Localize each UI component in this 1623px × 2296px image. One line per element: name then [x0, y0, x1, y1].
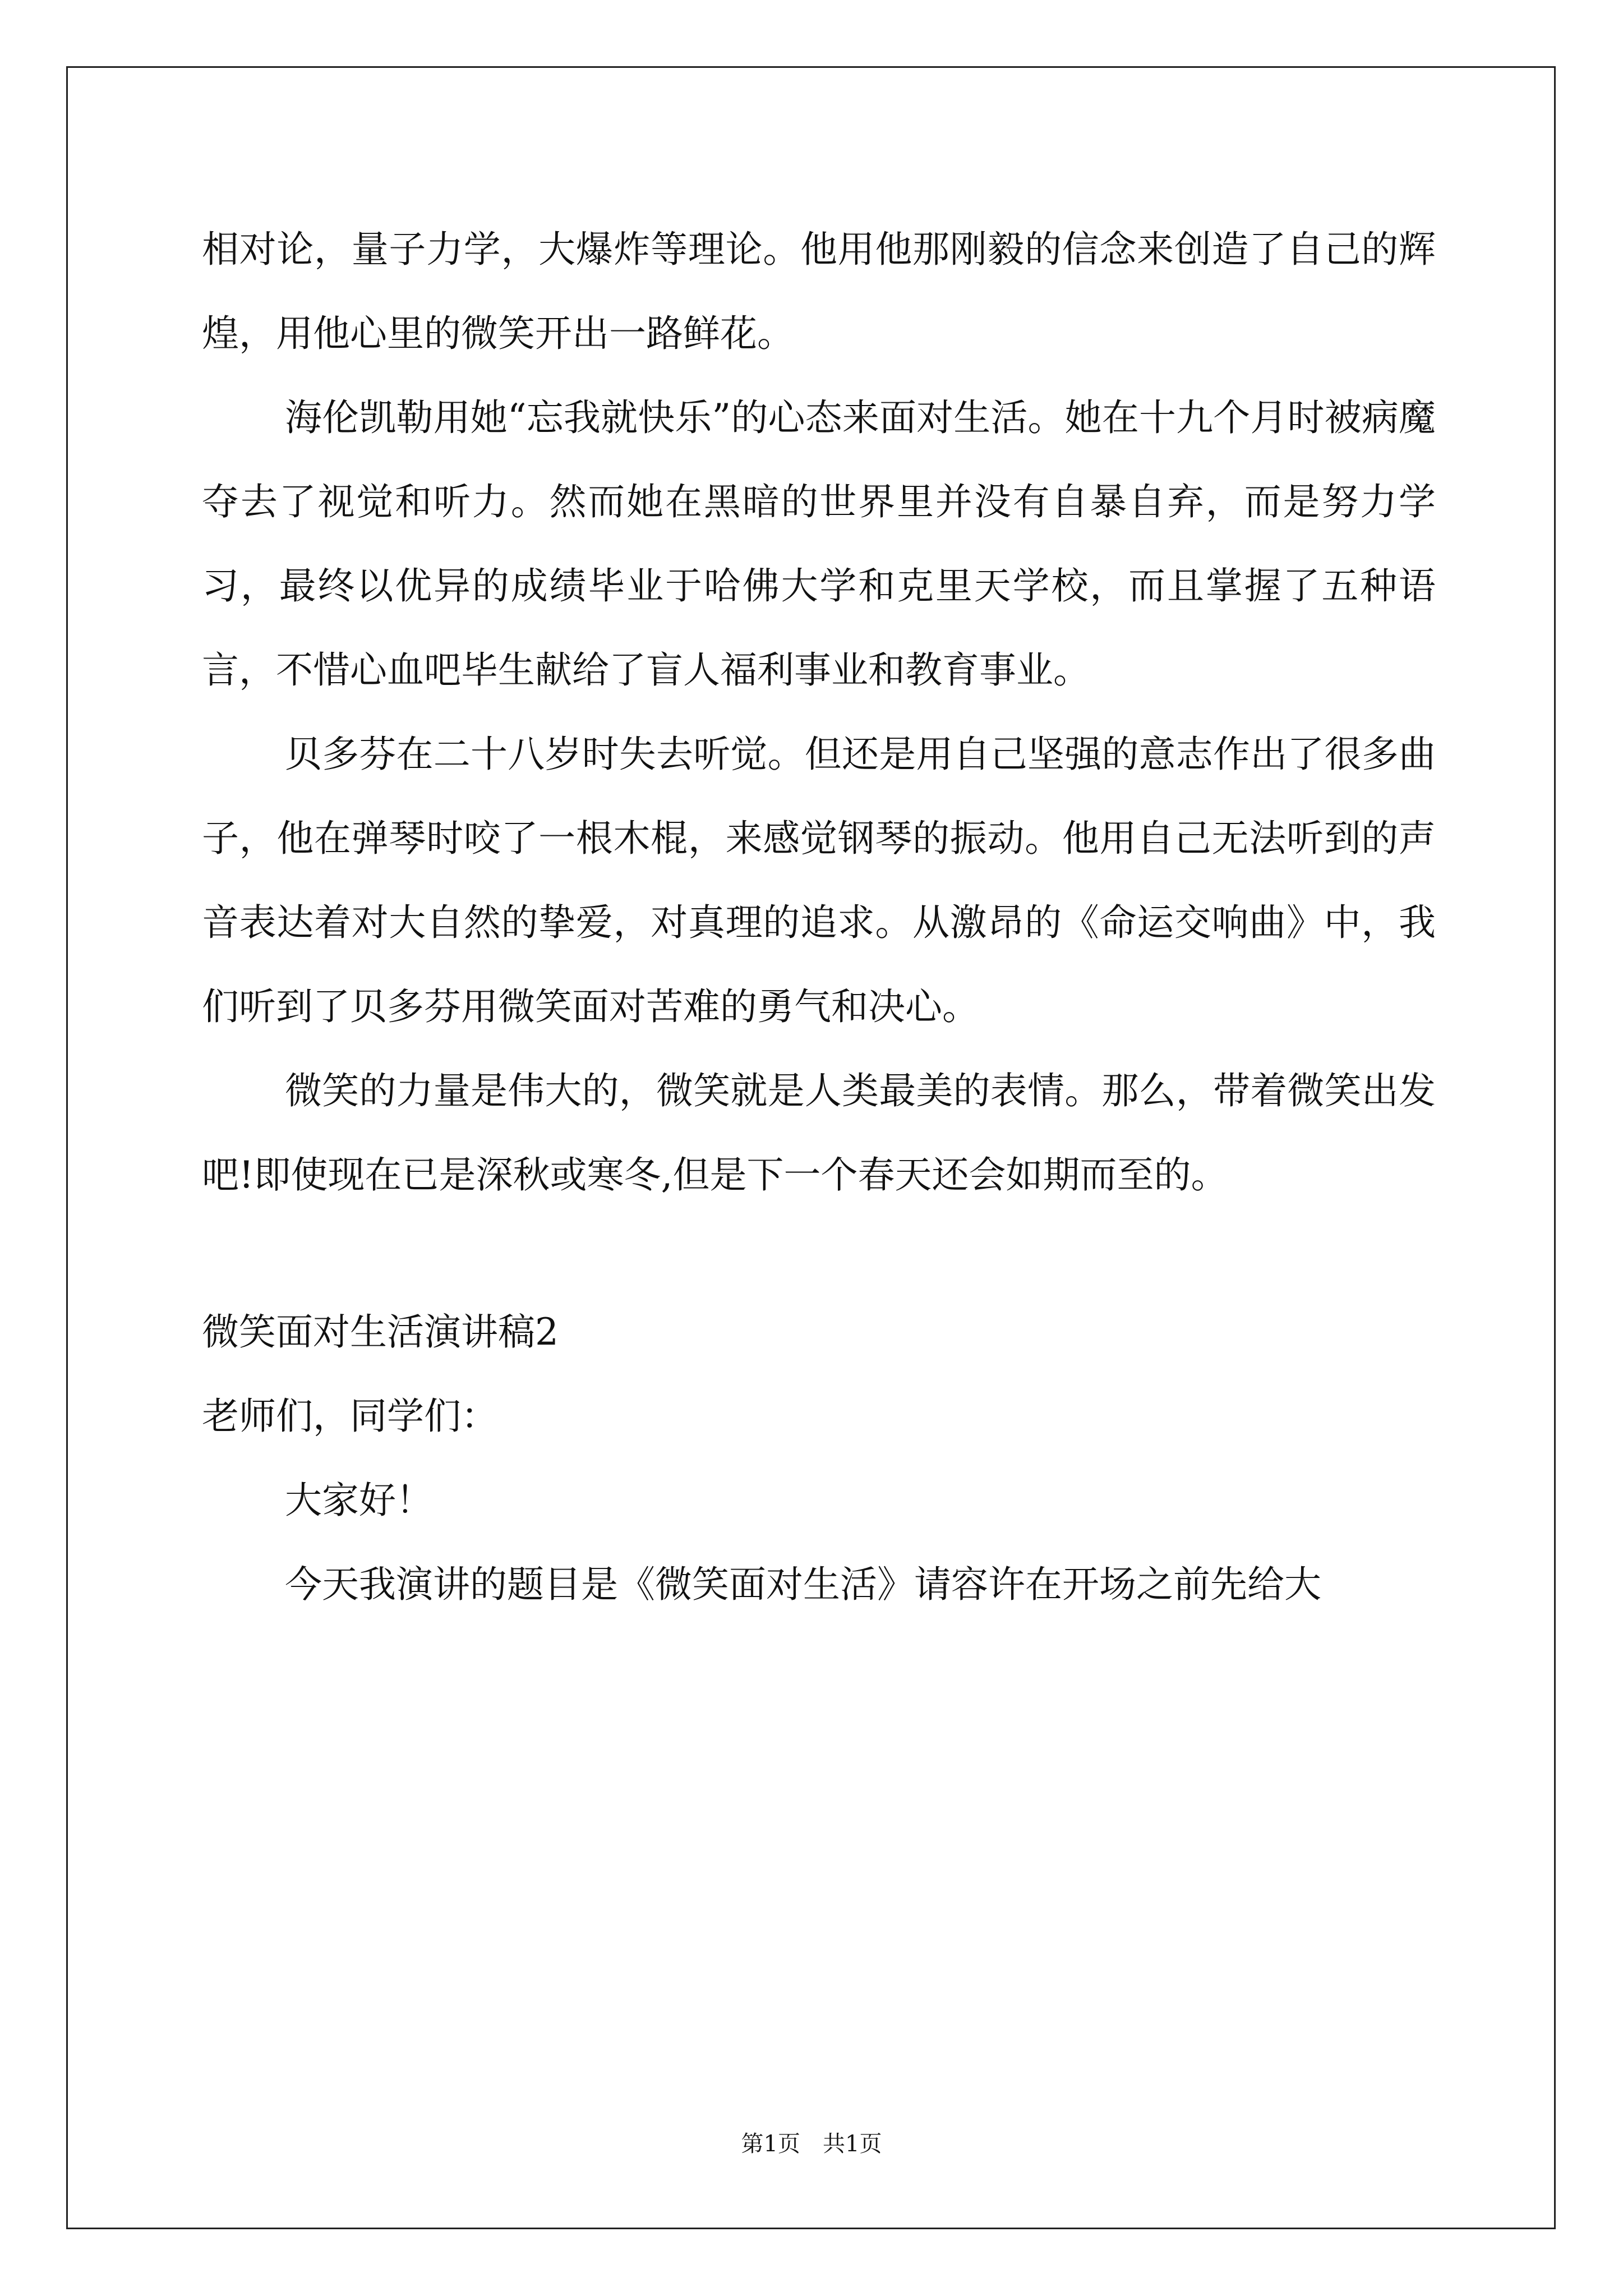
document-body [202, 208, 1436, 1627]
paragraph-intro: 今天我演讲的题目是《微笑面对生活》请容许在开场之前先给大 [285, 1563, 1321, 1606]
paragraph-beethoven: 贝多芬在二十八岁时失去听觉。但还是用自己坚强的意志作出了很多曲子，他在弹琴时咬了一根木棍，来感觉钢琴的振动。他用自己无法听到的声音表达着对大自然的挚爱，对真理的追求。从激昂的《命运交响曲》中，我们听到了贝多芬用微笑面对苦难的勇气和决心。 [202, 733, 1436, 1028]
paragraph-continued: 相对论，量子力学，大爆炸等理论。他用他那刚毅的信念来创造了自己的辉煌，用他心里的微笑开出一路鲜花。 [202, 228, 1436, 355]
greeting: 大家好！ [285, 1479, 433, 1522]
paragraph-helen-keller: 海伦凯勒用她“忘我就快乐”的心态来面对生活。她在十九个月时被病魔夺去了视觉和听力。然而她在黑暗的世界里并没有自暴自弃，而是努力学习，最终以优异的成绩毕业于哈佛大学和克里天学校，而且掌握了五种语言，不惜心血吧毕生献给了盲人福利事业和教育事业。 [202, 396, 1436, 692]
salutation: 老师们，同学们： [202, 1395, 498, 1438]
section-gap [202, 1217, 1436, 1290]
paragraph-smile-power: 微笑的力量是伟大的，微笑就是人类最美的表情。那么，带着微笑出发吧!即使现在已是深秋或寒冬,但是下一个春天还会如期而至的。 [202, 1069, 1436, 1197]
page-footer: 第1页 共1页 [741, 2131, 882, 2157]
section-title: 微笑面对生活演讲稿2 [202, 1310, 559, 1354]
